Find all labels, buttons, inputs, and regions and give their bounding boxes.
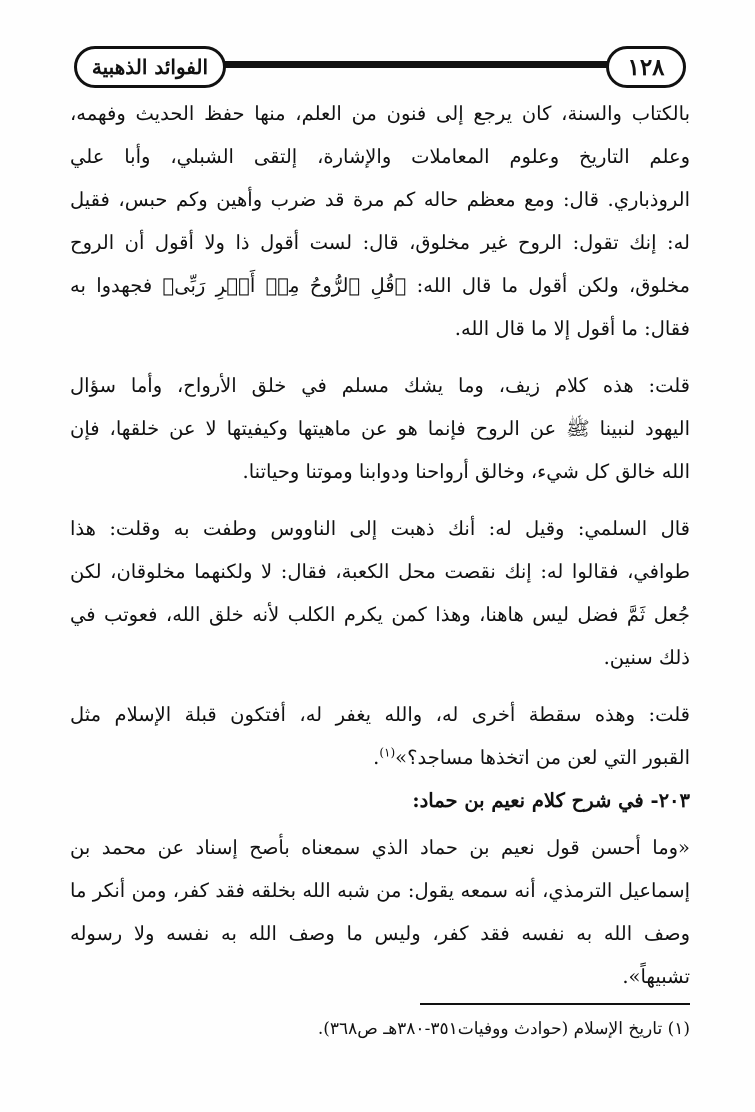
text-line: قلت: وهذه سقطة أخرى له، والله يغفر له، أفتكون قبلة الإسلام مثل bbox=[70, 703, 690, 726]
header-rule bbox=[220, 61, 612, 68]
section-heading: ٢٠٣- في شرح كلام نعيم بن حماد: bbox=[412, 789, 690, 812]
text-line: تشبيهاً». bbox=[622, 965, 690, 988]
page-number: ١٢٨ bbox=[606, 46, 686, 88]
text-line-with-note: القبور التي لعن من اتخذها مساجد؟»$^{(١)}$. bbox=[373, 745, 690, 769]
text-line: «وما أحسن قول نعيم بن حماد الذي سمعناه بأصح إسناد عن محمد بن bbox=[70, 836, 690, 859]
text-line: طوافي، فقالوا له: إنك نقصت محل الكعبة، فقال: لا ولكنهما مخلوقان، لكن bbox=[70, 560, 690, 583]
page-header bbox=[70, 44, 690, 88]
text-line: إسماعيل الترمذي، أنه سمعه يقول: من شبه الله بخلقه فقد كفر، ومن أنكر ما bbox=[70, 879, 690, 902]
text-line: له: إنك تقول: الروح غير مخلوق، قال: لست أقول ذا ولا أقول أن الروح bbox=[70, 231, 690, 254]
text-line: قلت: هذه كلام زيف، وما يشك مسلم في خلق الأرواح، وأما سؤال bbox=[70, 374, 690, 397]
text-line: قال السلمي: وقيل له: أنك ذهبت إلى الناووس وطفت به وقلت: هذا bbox=[70, 517, 690, 540]
text-line: فقال: ما أقول إلا ما قال الله. bbox=[454, 317, 690, 340]
text-line: الله خالق كل شيء، وخالق أرواحنا ودوابنا وموتنا وحياتنا. bbox=[242, 460, 690, 483]
text-line: جُعل ثَمَّ فضل ليس هاهنا، وهذا كمن يكرم الكلب لأنه خلق الله، فعوتب في bbox=[70, 603, 690, 626]
text-fragment: القبور التي لعن من اتخذها مساجد؟» bbox=[395, 746, 690, 769]
text-line: اليهود لنبينا ﷺ عن الروح فإنما هو عن ماهيتها وكيفيتها لا عن خلقها، فإن bbox=[70, 417, 690, 440]
text-line: مخلوق، ولكن أقول ما قال الله: ﴿قُلِ ٱلرُّوحُ مِنۡ أَمۡرِ رَبِّى﴾ فجهدوا به bbox=[70, 274, 690, 297]
footnote-reference[interactable]: (١) bbox=[379, 745, 396, 760]
text-line: وصف الله به نفسه فقد كفر، وليس ما وصف الله به نفسه ولا رسوله bbox=[70, 922, 690, 945]
text-line: ذلك سنين. bbox=[603, 646, 690, 669]
text-line: الروذباري. قال: ومع معظم حاله كم مرة قد ضرب وأهين وكم حبس، فقيل bbox=[70, 188, 690, 211]
text-line: وعلم التاريخ وعلوم المعاملات والإشارة، إلتقى الشبلي، وأبا علي bbox=[70, 145, 690, 168]
footnote-divider bbox=[420, 1003, 690, 1005]
page-body bbox=[70, 92, 690, 998]
text-line: بالكتاب والسنة، كان يرجع إلى فنون من العلم، منها حفظ الحديث وفهمه، bbox=[70, 102, 690, 125]
footnote: (١) تاريخ الإسلام (حوادث ووفيات٣٥١-٣٨٠هـ ص٣٦٨). bbox=[317, 1019, 690, 1039]
book-title: الفوائد الذهبية bbox=[74, 46, 226, 88]
